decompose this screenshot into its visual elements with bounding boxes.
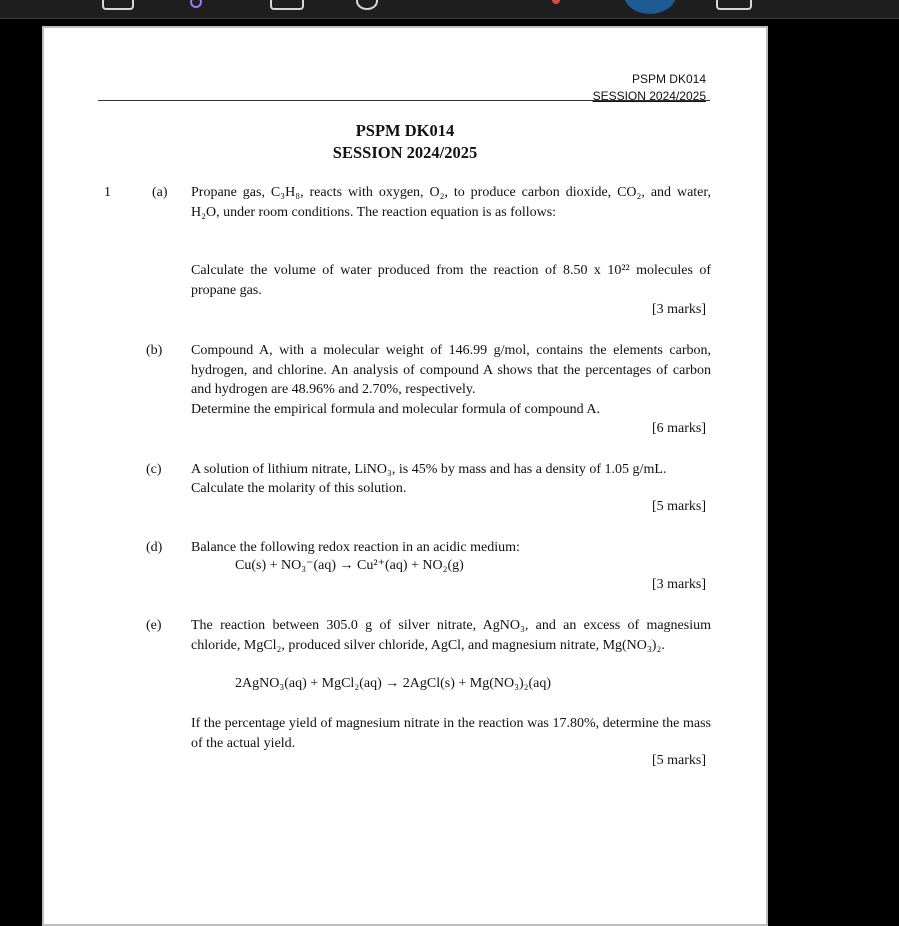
part-a-label: (a) (152, 185, 168, 200)
toolbar-active-tool-button[interactable] (624, 0, 676, 14)
part-c-task: Calculate the molarity of this solution. (191, 481, 407, 496)
part-a-task: Calculate the volume of water produced from the reaction of 8.50 x 10²² molecules of propane gas. (191, 263, 711, 298)
toolbar-tool-icon[interactable] (102, 0, 134, 10)
toolbar-lasso-icon[interactable] (356, 0, 378, 10)
viewer-toolbar (0, 0, 899, 19)
header-rule (98, 100, 710, 101)
part-d-label: (d) (146, 540, 163, 555)
part-b-task: Determine the empirical formula and molecular formula of compound A. (191, 402, 600, 417)
toolbar-marker-icon[interactable] (552, 0, 560, 4)
part-d-marks: [3 marks] (651, 577, 706, 592)
page-subtitle: SESSION 2024/2025 (332, 143, 478, 162)
part-e-task: If the percentage yield of magnesium nitrate in the reaction was 17.80%, determine the mass of the actual yield. (191, 716, 711, 751)
part-e-text: The reaction between 305.0 g of silver nitrate, AgNO₃, and an excess of magnesium chloride, MgCl₂, produced silver chloride, AgCl, and magnesium nitrate, Mg(NO₃)₂. (191, 618, 711, 653)
part-c-label: (c) (146, 462, 162, 477)
part-e-label: (e) (146, 618, 162, 633)
part-a-intro: Propane gas, C₃H₈, reacts with oxygen, O₂, to produce carbon dioxide, CO₂, and water, H₂O, under room conditions. The reaction equation is as follows: (191, 185, 711, 220)
document-page (42, 26, 768, 926)
part-b-label: (b) (146, 343, 163, 358)
page-title: PSPM DK014 (355, 121, 455, 140)
part-b-marks: [6 marks] (651, 421, 706, 436)
part-d-text: Balance the following redox reaction in an acidic medium: (191, 540, 520, 555)
part-b-text: Compound A, with a molecular weight of 146.99 g/mol, contains the elements carbon, hydrogen, and chlorine. An analysis of compound A shows that the percentages of carbon and hydrogen are 48.96% and 2.70%, respectively. (191, 343, 711, 397)
part-c-marks: [5 marks] (651, 499, 706, 514)
header-session: SESSION 2024/2025 (592, 89, 706, 103)
question-number: 1 (104, 185, 111, 200)
toolbar-keyboard-icon[interactable] (716, 0, 752, 10)
toolbar-color-icon[interactable] (190, 0, 202, 8)
part-e-marks: [5 marks] (651, 753, 706, 768)
part-d-equation: Cu(s) + NO₃⁻(aq) → Cu²⁺(aq) + NO₂(g) (235, 558, 464, 573)
part-a-marks: [3 marks] (651, 302, 706, 317)
toolbar-shape-icon[interactable] (270, 0, 304, 10)
part-e-equation: 2AgNO₃(aq) + MgCl₂(aq) → 2AgCl(s) + Mg(NO₃)₂(aq) (235, 676, 552, 691)
header-code: PSPM DK014 (631, 72, 706, 86)
part-c-text: A solution of lithium nitrate, LiNO₃, is 45% by mass and has a density of 1.05 g/mL. (191, 462, 667, 477)
